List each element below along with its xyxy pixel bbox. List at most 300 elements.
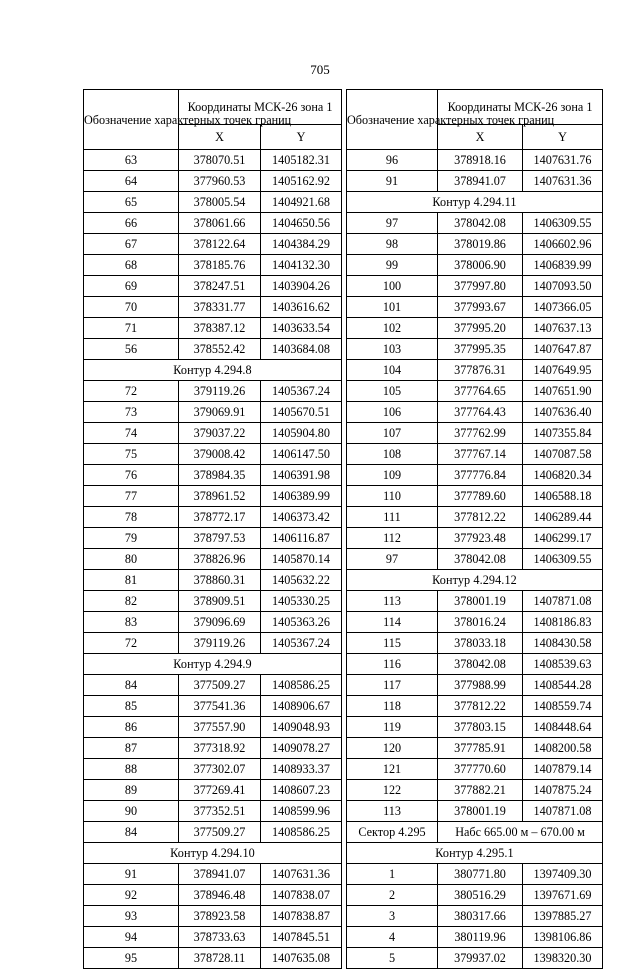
y-coordinate: 1409048.93 xyxy=(261,717,342,738)
designation-header: Обозначение характерных точек границ xyxy=(84,90,179,150)
y-coordinate: 1406309.55 xyxy=(523,213,603,234)
table-row xyxy=(84,633,342,654)
point-number: 3 xyxy=(347,906,438,927)
table-row xyxy=(84,402,342,423)
point-number: 79 xyxy=(84,528,179,549)
y-coordinate: 1406147.50 xyxy=(261,444,342,465)
x-coordinate: 377269.41 xyxy=(179,780,261,801)
y-coordinate: 1407087.58 xyxy=(523,444,603,465)
table-row xyxy=(84,276,342,297)
table-row xyxy=(84,612,342,633)
x-coordinate: 378042.08 xyxy=(438,213,523,234)
table-row xyxy=(347,318,603,339)
table-row xyxy=(84,864,342,885)
x-coordinate: 377923.48 xyxy=(438,528,523,549)
point-number: 69 xyxy=(84,276,179,297)
x-coordinate: 378860.31 xyxy=(179,570,261,591)
x-coordinate: 378909.51 xyxy=(179,591,261,612)
table-row xyxy=(84,843,342,864)
x-coordinate: 377876.31 xyxy=(438,360,523,381)
x-coordinate: 378923.58 xyxy=(179,906,261,927)
table-row xyxy=(347,528,603,549)
x-coordinate: 377812.22 xyxy=(438,696,523,717)
y-coordinate: 1407875.24 xyxy=(523,780,603,801)
table-row xyxy=(347,402,603,423)
x-coordinate: 378961.52 xyxy=(179,486,261,507)
table-row xyxy=(347,444,603,465)
point-number: 113 xyxy=(347,801,438,822)
x-coordinate: 377764.65 xyxy=(438,381,523,402)
table-row xyxy=(347,339,603,360)
y-header: Y xyxy=(523,125,603,150)
table-row xyxy=(347,486,603,507)
x-coordinate: 377509.27 xyxy=(179,822,261,843)
y-coordinate: 1408607.23 xyxy=(261,780,342,801)
x-header: X xyxy=(438,125,523,150)
point-number: 117 xyxy=(347,675,438,696)
x-coordinate: 378247.51 xyxy=(179,276,261,297)
table-row xyxy=(347,213,603,234)
x-coordinate: 380317.66 xyxy=(438,906,523,927)
table-row xyxy=(347,381,603,402)
point-number: 1 xyxy=(347,864,438,885)
table-row xyxy=(347,843,603,864)
y-coordinate: 1405330.25 xyxy=(261,591,342,612)
table-row xyxy=(347,696,603,717)
y-coordinate: 1408200.58 xyxy=(523,738,603,759)
y-coordinate: 1403616.62 xyxy=(261,297,342,318)
x-coordinate: 379008.42 xyxy=(179,444,261,465)
point-number: 64 xyxy=(84,171,179,192)
point-number: 120 xyxy=(347,738,438,759)
table-body-left xyxy=(84,150,342,969)
table-row xyxy=(347,801,603,822)
table-row xyxy=(84,696,342,717)
point-number: 84 xyxy=(84,822,179,843)
x-coordinate: 377988.99 xyxy=(438,675,523,696)
point-number: 100 xyxy=(347,276,438,297)
x-coordinate: 380516.29 xyxy=(438,885,523,906)
x-coordinate: 378728.11 xyxy=(179,948,261,969)
table-row xyxy=(347,192,603,213)
y-coordinate: 1407651.90 xyxy=(523,381,603,402)
x-coordinate: 378033.18 xyxy=(438,633,523,654)
table-row xyxy=(347,759,603,780)
point-number: 122 xyxy=(347,780,438,801)
y-coordinate: 1407838.87 xyxy=(261,906,342,927)
table-row xyxy=(347,822,603,843)
table-row xyxy=(84,570,342,591)
y-coordinate: 1397409.30 xyxy=(523,864,603,885)
x-coordinate: 378984.35 xyxy=(179,465,261,486)
y-coordinate: 1408906.67 xyxy=(261,696,342,717)
point-number: 107 xyxy=(347,423,438,444)
table-row xyxy=(84,465,342,486)
y-header: Y xyxy=(261,125,342,150)
point-number: 72 xyxy=(84,381,179,402)
y-coordinate: 1405162.92 xyxy=(261,171,342,192)
x-coordinate: 378331.77 xyxy=(179,297,261,318)
point-number: 68 xyxy=(84,255,179,276)
x-coordinate: 378941.07 xyxy=(438,171,523,192)
x-coordinate: 378797.53 xyxy=(179,528,261,549)
table-row xyxy=(84,654,342,675)
point-number: 67 xyxy=(84,234,179,255)
point-number: 65 xyxy=(84,192,179,213)
table-row xyxy=(84,423,342,444)
point-number: 80 xyxy=(84,549,179,570)
x-coordinate: 377541.36 xyxy=(179,696,261,717)
y-coordinate: 1408539.63 xyxy=(523,654,603,675)
y-coordinate: 1405367.24 xyxy=(261,381,342,402)
x-coordinate: 377993.67 xyxy=(438,297,523,318)
point-number: 98 xyxy=(347,234,438,255)
y-coordinate: 1406309.55 xyxy=(523,549,603,570)
table-row xyxy=(84,822,342,843)
x-coordinate: 378826.96 xyxy=(179,549,261,570)
point-number: 2 xyxy=(347,885,438,906)
x-coordinate: 377995.35 xyxy=(438,339,523,360)
point-number: 73 xyxy=(84,402,179,423)
y-coordinate: 1408186.83 xyxy=(523,612,603,633)
y-coordinate: 1406391.98 xyxy=(261,465,342,486)
point-number: 105 xyxy=(347,381,438,402)
contour-label: Контур 4.294.12 xyxy=(347,570,603,591)
x-coordinate: 377302.07 xyxy=(179,759,261,780)
point-number: 89 xyxy=(84,780,179,801)
x-coordinate: 377776.84 xyxy=(438,465,523,486)
y-coordinate: 1407631.76 xyxy=(523,150,603,171)
x-coordinate: 377764.43 xyxy=(438,402,523,423)
contour-label: Контур 4.294.10 xyxy=(84,843,342,864)
point-number: 56 xyxy=(84,339,179,360)
coordinates-table-right xyxy=(346,89,603,969)
table-row xyxy=(84,339,342,360)
y-coordinate: 1408586.25 xyxy=(261,822,342,843)
table-row xyxy=(84,801,342,822)
x-coordinate: 378016.24 xyxy=(438,612,523,633)
table-row xyxy=(347,675,603,696)
page-number: 705 xyxy=(310,62,330,77)
point-number: 74 xyxy=(84,423,179,444)
contour-label: Контур 4.295.1 xyxy=(347,843,603,864)
x-coordinate: 378122.64 xyxy=(179,234,261,255)
point-number: 70 xyxy=(84,297,179,318)
y-coordinate: 1405670.51 xyxy=(261,402,342,423)
point-number: 4 xyxy=(347,927,438,948)
table-row xyxy=(84,906,342,927)
y-coordinate: 1405870.14 xyxy=(261,549,342,570)
table-row xyxy=(84,234,342,255)
table-row xyxy=(347,507,603,528)
point-number: 115 xyxy=(347,633,438,654)
y-coordinate: 1404921.68 xyxy=(261,192,342,213)
table-row xyxy=(84,717,342,738)
x-coordinate: 378042.08 xyxy=(438,654,523,675)
table-row xyxy=(84,927,342,948)
x-coordinate: 378061.66 xyxy=(179,213,261,234)
point-number: 112 xyxy=(347,528,438,549)
point-number: 96 xyxy=(347,150,438,171)
y-coordinate: 1408586.25 xyxy=(261,675,342,696)
table-row xyxy=(347,885,603,906)
point-number: 101 xyxy=(347,297,438,318)
x-coordinate: 378001.19 xyxy=(438,591,523,612)
x-coordinate: 378387.12 xyxy=(179,318,261,339)
table-row xyxy=(84,297,342,318)
table-row xyxy=(84,759,342,780)
table-row xyxy=(347,906,603,927)
x-coordinate: 377882.21 xyxy=(438,780,523,801)
table-row xyxy=(84,255,342,276)
table-row xyxy=(84,780,342,801)
x-coordinate: 380771.80 xyxy=(438,864,523,885)
y-coordinate: 1406820.34 xyxy=(523,465,603,486)
point-number: 71 xyxy=(84,318,179,339)
table-row xyxy=(347,612,603,633)
y-coordinate: 1407637.13 xyxy=(523,318,603,339)
point-number: 85 xyxy=(84,696,179,717)
point-number: 106 xyxy=(347,402,438,423)
y-coordinate: 1406602.96 xyxy=(523,234,603,255)
y-coordinate: 1406839.99 xyxy=(523,255,603,276)
y-coordinate: 1407647.87 xyxy=(523,339,603,360)
table-body-right xyxy=(347,150,603,969)
point-number: 72 xyxy=(84,633,179,654)
table-row xyxy=(347,297,603,318)
point-number: 94 xyxy=(84,927,179,948)
contour-label: Контур 4.294.8 xyxy=(84,360,342,381)
point-number: 110 xyxy=(347,486,438,507)
x-coordinate: 377318.92 xyxy=(179,738,261,759)
point-number: 93 xyxy=(84,906,179,927)
table-row xyxy=(347,276,603,297)
table-row xyxy=(347,423,603,444)
table-row xyxy=(347,633,603,654)
x-coordinate: 379119.26 xyxy=(179,633,261,654)
table-row xyxy=(347,360,603,381)
y-coordinate: 1398106.86 xyxy=(523,927,603,948)
y-coordinate: 1403633.54 xyxy=(261,318,342,339)
point-number: 83 xyxy=(84,612,179,633)
point-number: 108 xyxy=(347,444,438,465)
coords-header: Координаты МСК-26 зона 1 xyxy=(438,90,603,125)
contour-label: Контур 4.294.9 xyxy=(84,654,342,675)
point-number: 118 xyxy=(347,696,438,717)
point-number: 91 xyxy=(347,171,438,192)
y-coordinate: 1407845.51 xyxy=(261,927,342,948)
sector-label: Сектор 4.295 xyxy=(347,822,438,843)
point-number: 103 xyxy=(347,339,438,360)
point-number: 63 xyxy=(84,150,179,171)
table-row xyxy=(347,570,603,591)
x-coordinate: 378042.08 xyxy=(438,549,523,570)
point-number: 113 xyxy=(347,591,438,612)
x-coordinate: 377789.60 xyxy=(438,486,523,507)
table-row xyxy=(347,717,603,738)
point-number: 116 xyxy=(347,654,438,675)
table-row xyxy=(84,486,342,507)
y-coordinate: 1407093.50 xyxy=(523,276,603,297)
y-coordinate: 1408544.28 xyxy=(523,675,603,696)
x-coordinate: 377762.99 xyxy=(438,423,523,444)
y-coordinate: 1407631.36 xyxy=(261,864,342,885)
x-coordinate: 377960.53 xyxy=(179,171,261,192)
table-row xyxy=(84,591,342,612)
point-number: 78 xyxy=(84,507,179,528)
point-number: 97 xyxy=(347,213,438,234)
x-coordinate: 379096.69 xyxy=(179,612,261,633)
point-number: 66 xyxy=(84,213,179,234)
x-coordinate: 378552.42 xyxy=(179,339,261,360)
y-coordinate: 1403684.08 xyxy=(261,339,342,360)
y-coordinate: 1406389.99 xyxy=(261,486,342,507)
table-row xyxy=(84,318,342,339)
table-row xyxy=(84,171,342,192)
x-coordinate: 378733.63 xyxy=(179,927,261,948)
table-row xyxy=(84,549,342,570)
x-coordinate: 377770.60 xyxy=(438,759,523,780)
y-coordinate: 1407871.08 xyxy=(523,591,603,612)
x-coordinate: 378019.86 xyxy=(438,234,523,255)
x-coordinate: 378006.90 xyxy=(438,255,523,276)
y-coordinate: 1406116.87 xyxy=(261,528,342,549)
point-number: 87 xyxy=(84,738,179,759)
x-coordinate: 377997.80 xyxy=(438,276,523,297)
x-coordinate: 377509.27 xyxy=(179,675,261,696)
y-coordinate: 1404384.29 xyxy=(261,234,342,255)
point-number: 97 xyxy=(347,549,438,570)
x-coordinate: 377767.14 xyxy=(438,444,523,465)
y-coordinate: 1404650.56 xyxy=(261,213,342,234)
x-coordinate: 379037.22 xyxy=(179,423,261,444)
x-coordinate: 377352.51 xyxy=(179,801,261,822)
y-coordinate: 1407355.84 xyxy=(523,423,603,444)
x-header: X xyxy=(179,125,261,150)
table-row xyxy=(347,738,603,759)
point-number: 114 xyxy=(347,612,438,633)
y-coordinate: 1407635.08 xyxy=(261,948,342,969)
x-coordinate: 378946.48 xyxy=(179,885,261,906)
table-row xyxy=(84,150,342,171)
x-coordinate: 377812.22 xyxy=(438,507,523,528)
table-row xyxy=(84,885,342,906)
y-coordinate: 1408599.96 xyxy=(261,801,342,822)
table-row xyxy=(347,864,603,885)
point-number: 88 xyxy=(84,759,179,780)
table-row xyxy=(84,528,342,549)
point-number: 84 xyxy=(84,675,179,696)
y-coordinate: 1408430.58 xyxy=(523,633,603,654)
y-coordinate: 1405363.26 xyxy=(261,612,342,633)
point-number: 102 xyxy=(347,318,438,339)
x-coordinate: 379069.91 xyxy=(179,402,261,423)
y-coordinate: 1405182.31 xyxy=(261,150,342,171)
table-row xyxy=(84,675,342,696)
point-number: 111 xyxy=(347,507,438,528)
y-coordinate: 1407871.08 xyxy=(523,801,603,822)
y-coordinate: 1406588.18 xyxy=(523,486,603,507)
table-row xyxy=(84,213,342,234)
designation-header: Обозначение характерных точек границ xyxy=(347,90,438,150)
table-row xyxy=(347,150,603,171)
point-number: 81 xyxy=(84,570,179,591)
y-coordinate: 1397671.69 xyxy=(523,885,603,906)
table-row xyxy=(347,465,603,486)
x-coordinate: 379119.26 xyxy=(179,381,261,402)
table-row xyxy=(347,948,603,969)
y-coordinate: 1407649.95 xyxy=(523,360,603,381)
y-coordinate: 1405904.80 xyxy=(261,423,342,444)
point-number: 99 xyxy=(347,255,438,276)
table-row xyxy=(84,360,342,381)
point-number: 109 xyxy=(347,465,438,486)
y-coordinate: 1405632.22 xyxy=(261,570,342,591)
y-coordinate: 1406373.42 xyxy=(261,507,342,528)
point-number: 77 xyxy=(84,486,179,507)
y-coordinate: 1398320.30 xyxy=(523,948,603,969)
table-row xyxy=(347,171,603,192)
y-coordinate: 1407879.14 xyxy=(523,759,603,780)
table-row xyxy=(347,234,603,255)
y-coordinate: 1404132.30 xyxy=(261,255,342,276)
table-row xyxy=(84,381,342,402)
table-row xyxy=(347,255,603,276)
x-coordinate: 378005.54 xyxy=(179,192,261,213)
y-coordinate: 1406289.44 xyxy=(523,507,603,528)
coords-header: Координаты МСК-26 зона 1 xyxy=(179,90,342,125)
x-coordinate: 378070.51 xyxy=(179,150,261,171)
y-coordinate: 1407631.36 xyxy=(523,171,603,192)
x-coordinate: 377785.91 xyxy=(438,738,523,759)
x-coordinate: 377803.15 xyxy=(438,717,523,738)
point-number: 5 xyxy=(347,948,438,969)
y-coordinate: 1397885.27 xyxy=(523,906,603,927)
table-row xyxy=(84,444,342,465)
x-coordinate: 378772.17 xyxy=(179,507,261,528)
x-coordinate: 379937.02 xyxy=(438,948,523,969)
y-coordinate: 1407366.05 xyxy=(523,297,603,318)
y-coordinate: 1408559.74 xyxy=(523,696,603,717)
y-coordinate: 1406299.17 xyxy=(523,528,603,549)
y-coordinate: 1405367.24 xyxy=(261,633,342,654)
point-number: 90 xyxy=(84,801,179,822)
contour-label: Контур 4.294.11 xyxy=(347,192,603,213)
point-number: 119 xyxy=(347,717,438,738)
point-number: 91 xyxy=(84,864,179,885)
x-coordinate: 378001.19 xyxy=(438,801,523,822)
table-row xyxy=(84,948,342,969)
table-row xyxy=(84,507,342,528)
table-row xyxy=(347,549,603,570)
point-number: 104 xyxy=(347,360,438,381)
x-coordinate: 378918.16 xyxy=(438,150,523,171)
coordinates-table-left xyxy=(83,89,342,969)
point-number: 75 xyxy=(84,444,179,465)
point-number: 92 xyxy=(84,885,179,906)
point-number: 82 xyxy=(84,591,179,612)
x-coordinate: 378941.07 xyxy=(179,864,261,885)
y-coordinate: 1408448.64 xyxy=(523,717,603,738)
point-number: 86 xyxy=(84,717,179,738)
table-row xyxy=(347,780,603,801)
point-number: 121 xyxy=(347,759,438,780)
x-coordinate: 377557.90 xyxy=(179,717,261,738)
x-coordinate: 380119.96 xyxy=(438,927,523,948)
y-coordinate: 1408933.37 xyxy=(261,759,342,780)
point-number: 76 xyxy=(84,465,179,486)
point-number: 95 xyxy=(84,948,179,969)
